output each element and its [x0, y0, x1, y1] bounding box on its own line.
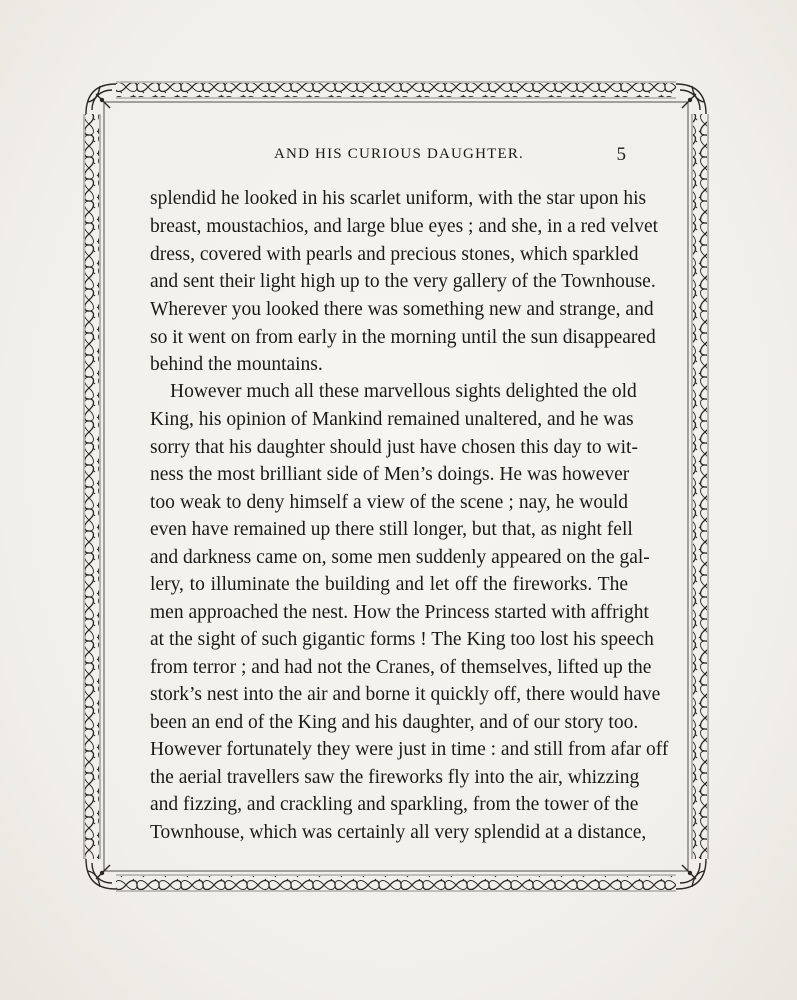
- text-line: behind the mountains.: [150, 354, 323, 375]
- text-line: too weak to deny himself a view of the scene ; nay, he would: [150, 492, 628, 513]
- text-line: lery, to illuminate the building and let off the fireworks. The: [150, 574, 628, 595]
- page-number: 5: [616, 144, 626, 165]
- text-line: King, his opinion of Mankind remained unaltered, and he was: [150, 409, 634, 430]
- text-line: and fizzing, and crackling and sparkling, from the tower of the: [150, 794, 639, 815]
- text-line: the aerial travellers saw the fireworks fly into the air, whizzing: [150, 767, 640, 788]
- text-line: at the sight of such gigantic forms ! The King too lost his speech: [150, 629, 654, 650]
- text-line: and sent their light high up to the very gallery of the Townhouse.: [150, 271, 656, 292]
- text-line: been an end of the King and his daughter, and of our story too.: [150, 712, 639, 733]
- text-line: splendid he looked in his scarlet uniform, with the star upon his: [150, 188, 647, 209]
- text-line: sorry that his daughter should just have chosen this day to wit-: [150, 437, 638, 458]
- text-line: However fortunately they were just in time : and still from afar off: [150, 739, 669, 760]
- page-text-block: [150, 140, 669, 843]
- text-line: from terror ; and had not the Cranes, of themselves, lifted up the: [150, 657, 652, 678]
- running-head: [150, 146, 628, 168]
- text-line: and darkness came on, some men suddenly appeared on the gal-: [150, 547, 650, 568]
- text-line: Townhouse, which was certainly all very splendid at a distance,: [150, 822, 647, 843]
- running-title: AND HIS CURIOUS DAUGHTER.: [274, 146, 525, 162]
- text-line: However much all these marvellous sights delighted the old: [170, 381, 637, 402]
- text-line: breast, moustachios, and large blue eyes ; and she, in a red velvet: [150, 216, 659, 237]
- text-line: men approached the nest. How the Princess started with affright: [150, 602, 649, 623]
- text-line: dress, covered with pearls and precious stones, which sparkled: [150, 244, 639, 265]
- text-line: even have remained up there still longer, but that, as night fell: [150, 519, 633, 540]
- text-line: Wherever you looked there was something new and strange, and: [150, 299, 654, 320]
- text-line: so it went on from early in the morning until the sun disappeared: [150, 327, 656, 348]
- text-line: ness the most brilliant side of Men’s doings. He was however: [150, 464, 630, 485]
- text-line: stork’s nest into the air and borne it quickly off, there would have: [150, 684, 661, 705]
